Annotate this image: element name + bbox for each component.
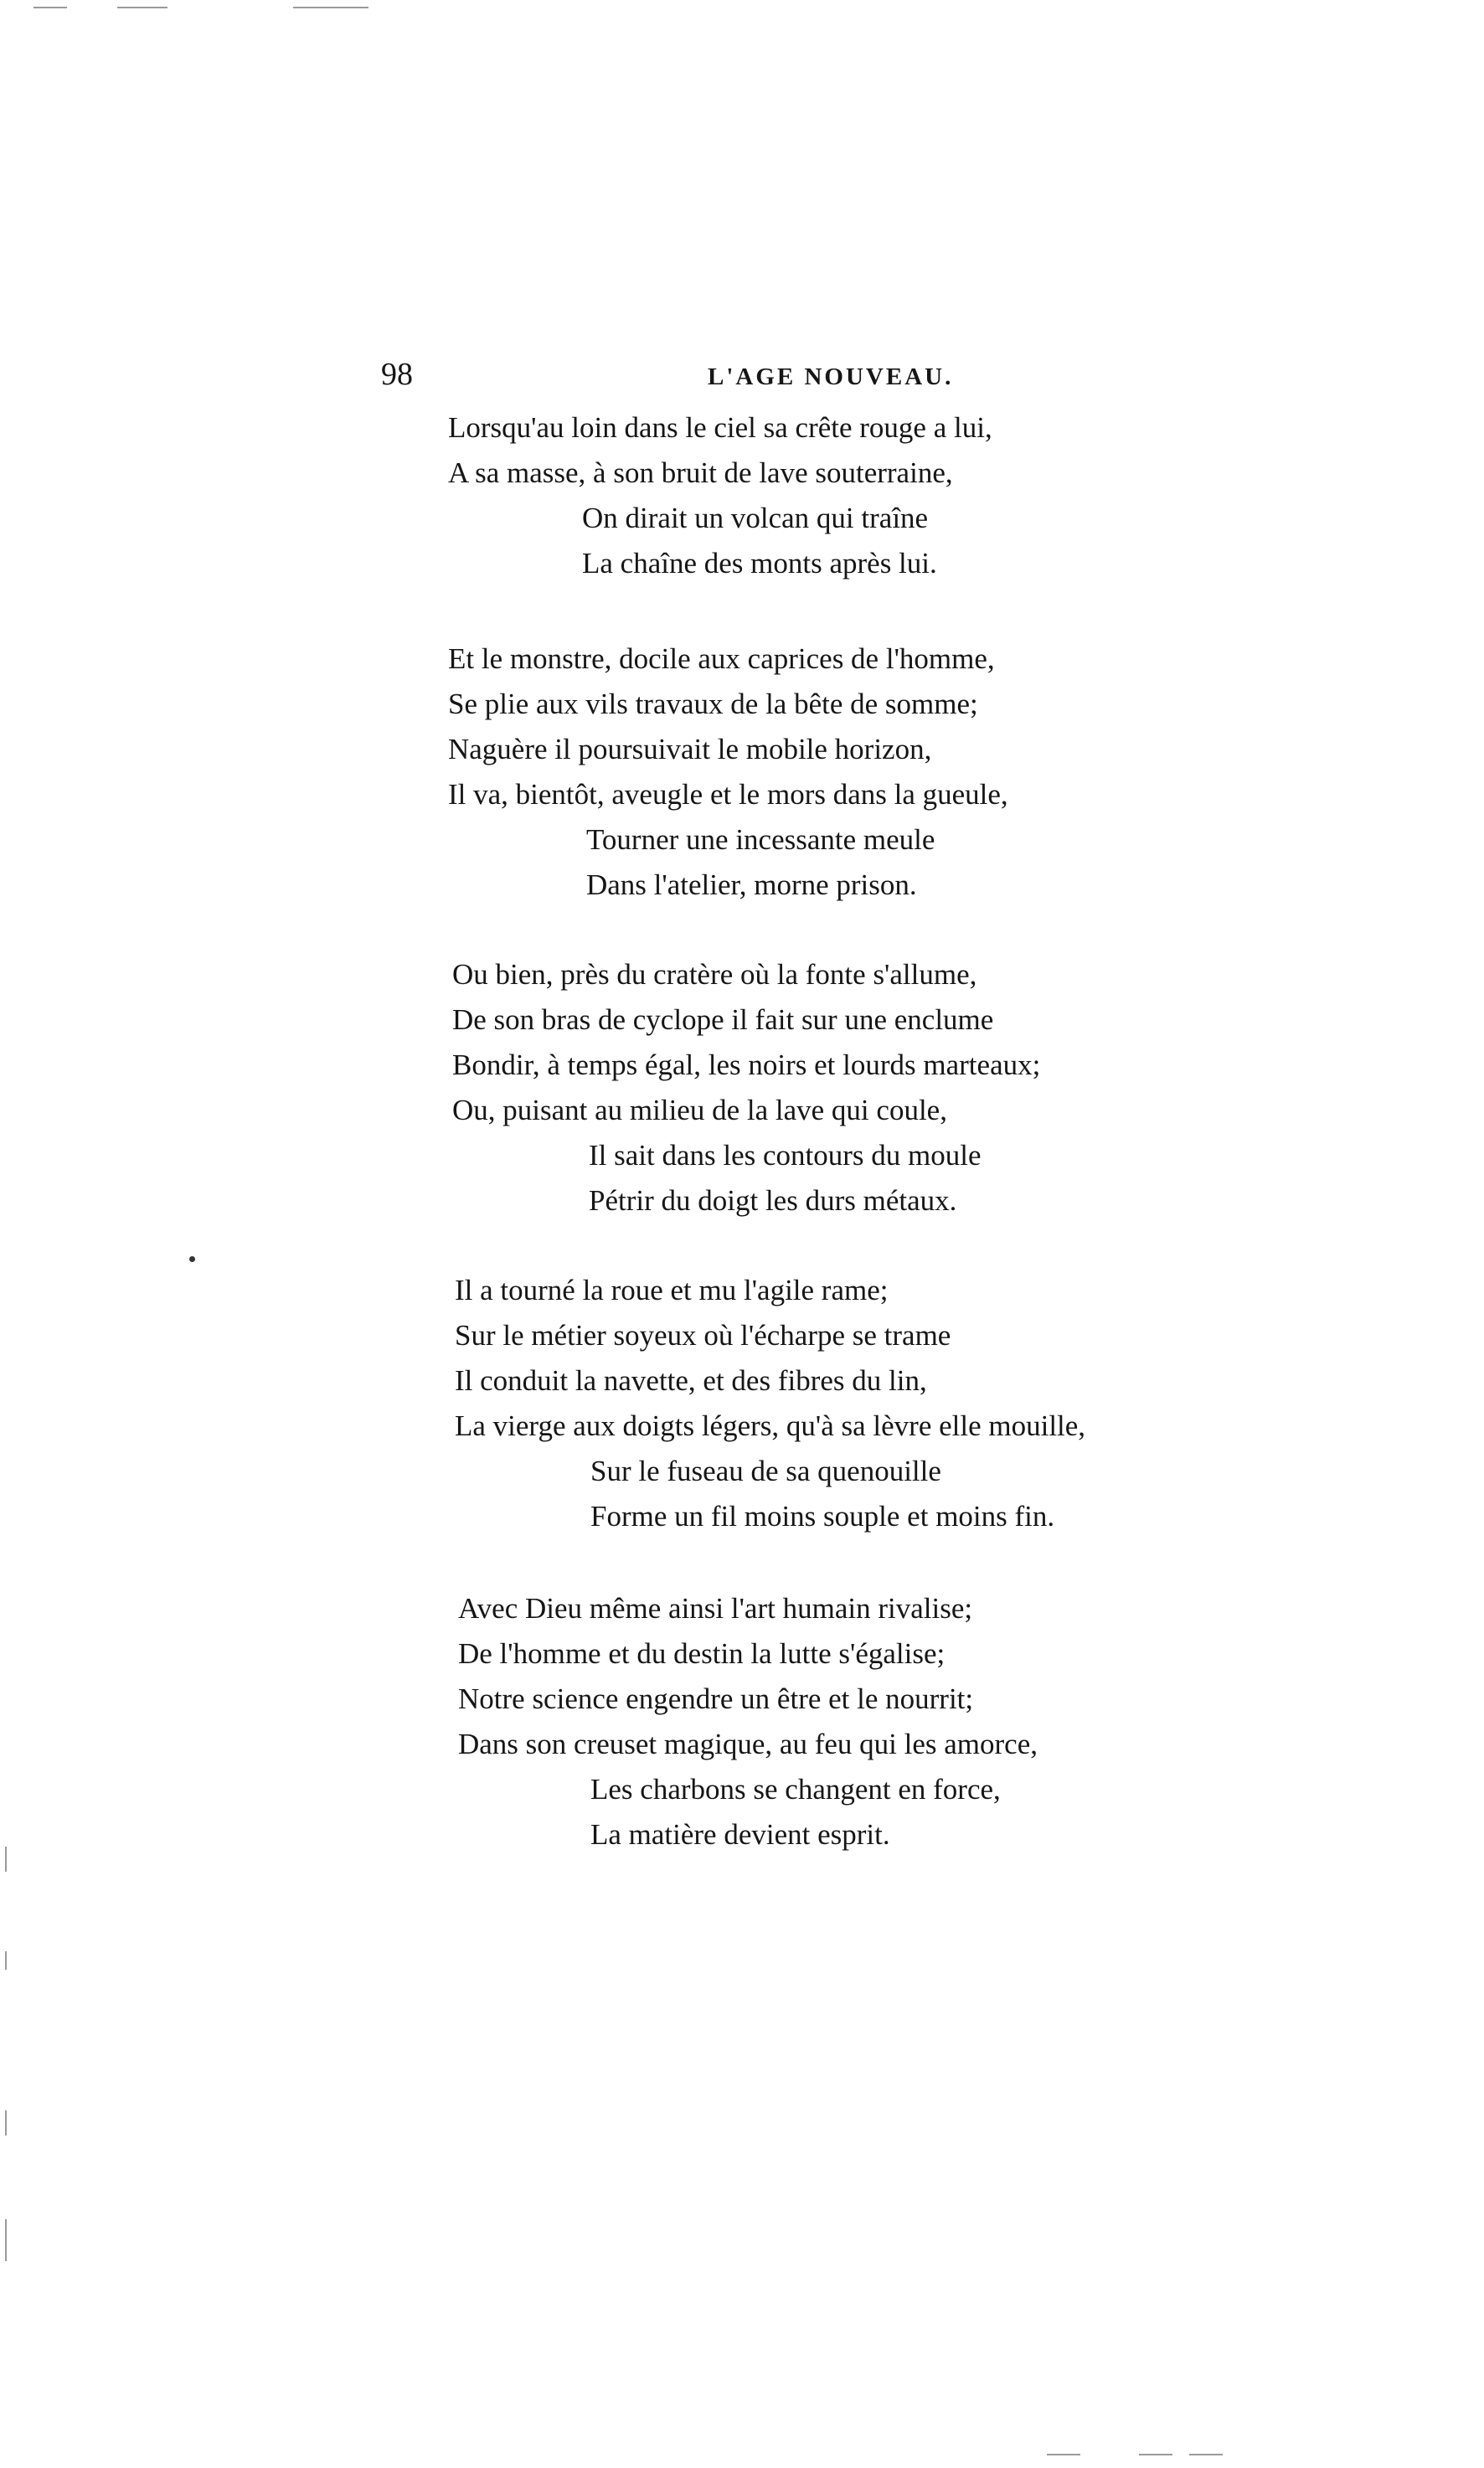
verse-line: Avec Dieu même ainsi l'art humain rivalise;: [458, 1592, 973, 1625]
verse-line: Il a tourné la roue et mu l'agile rame;: [455, 1274, 889, 1306]
scan-artifact: [293, 7, 368, 8]
verse-line: Tourner une incessante meule: [586, 823, 935, 856]
scan-artifact: [5, 1951, 7, 1970]
verse-line: Sur le métier soyeux où l'écharpe se trame: [455, 1319, 951, 1352]
scan-artifact: [1189, 2454, 1223, 2455]
verse-line: Les charbons se changent en force,: [590, 1773, 1001, 1806]
verse-line: Ou, puisant au milieu de la lave qui coule,: [452, 1094, 947, 1126]
verse-line: La chaîne des monts après lui.: [582, 547, 937, 580]
verse-line: Dans son creuset magique, au feu qui les amorce,: [458, 1728, 1038, 1760]
verse-line: On dirait un volcan qui traîne: [582, 502, 929, 534]
verse-line: Lorsqu'au loin dans le ciel sa crête rouge a lui,: [448, 411, 992, 444]
scan-artifact: [1047, 2454, 1080, 2455]
verse-line: De l'homme et du destin la lutte s'égalise;: [458, 1637, 946, 1670]
verse-line: Bondir, à temps égal, les noirs et lourds marteaux;: [452, 1049, 1041, 1081]
ink-dot: [189, 1256, 195, 1262]
verse-line: Ou bien, près du cratère où la fonte s'allume,: [452, 958, 977, 991]
verse-line: La vierge aux doigts légers, qu'à sa lèvre elle mouille,: [455, 1409, 1086, 1442]
scan-artifact: [1139, 2454, 1172, 2455]
verse-line: Sur le fuseau de sa quenouille: [590, 1455, 941, 1487]
verse-line: Et le monstre, docile aux caprices de l'homme,: [448, 642, 995, 675]
page-header: [0, 352, 1484, 402]
scan-artifact: [5, 2110, 7, 2136]
verse-line: Il sait dans les contours du moule: [589, 1139, 982, 1172]
running-title: L'AGE NOUVEAU.: [708, 363, 954, 390]
verse-line: De son bras de cyclope il fait sur une enclume: [452, 1003, 994, 1036]
page-number: 98: [381, 357, 413, 392]
verse-line: Dans l'atelier, morne prison.: [586, 868, 917, 901]
verse-line: A sa masse, à son bruit de lave souterraine,: [448, 456, 953, 489]
verse-line: Notre science engendre un être et le nourrit;: [458, 1682, 974, 1715]
verse-line: Il conduit la navette, et des fibres du lin,: [455, 1364, 927, 1397]
verse-line: La matière devient esprit.: [590, 1818, 890, 1851]
verse-line: Pétrir du doigt les durs métaux.: [589, 1184, 957, 1217]
verse-line: Forme un fil moins souple et moins fin.: [590, 1500, 1055, 1533]
scan-artifact: [5, 1847, 7, 1872]
verse-line: Naguère il poursuivait le mobile horizon,: [448, 733, 932, 765]
verse-line: Se plie aux vils travaux de la bête de somme;: [448, 688, 978, 720]
scan-artifact: [33, 7, 67, 8]
scan-artifact: [5, 2219, 7, 2261]
scan-artifact: [117, 7, 167, 8]
verse-line: Il va, bientôt, aveugle et le mors dans la gueule,: [448, 778, 1008, 811]
